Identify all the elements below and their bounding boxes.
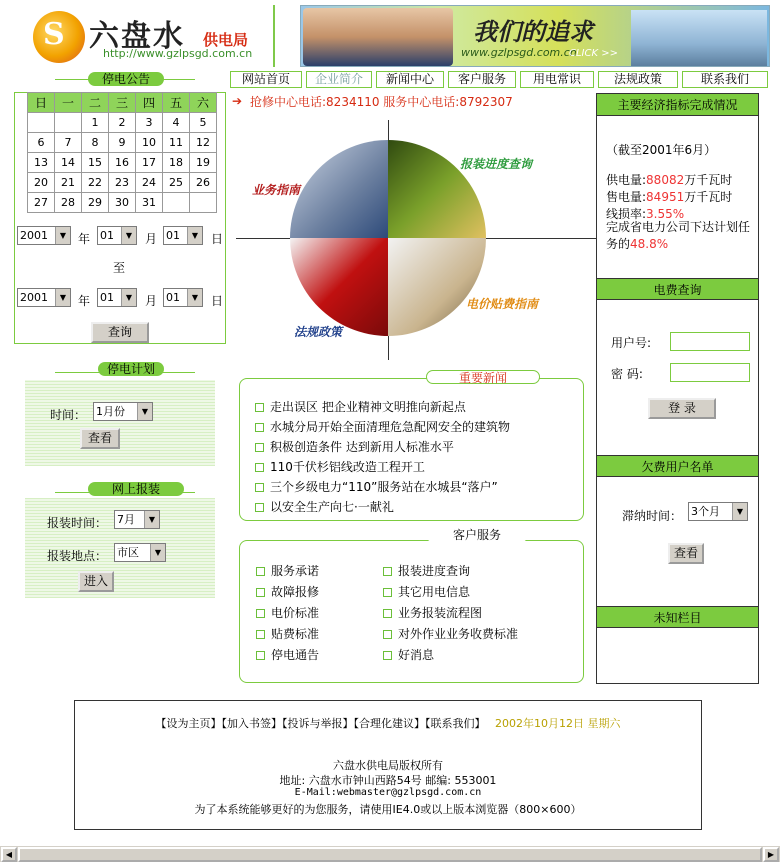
calendar-day[interactable]: 18 — [163, 153, 190, 173]
fee-title: 电费查询 — [597, 278, 758, 300]
calendar-day[interactable]: 7 — [55, 133, 82, 153]
day-label: 日 — [211, 294, 224, 308]
user-id-label: 用户号: — [611, 336, 652, 350]
footer-link-suggestion[interactable]: 【合理化建议】 — [353, 717, 425, 730]
calendar-day[interactable]: 8 — [82, 133, 109, 153]
service-item-label[interactable]: 停电通告 — [271, 648, 320, 662]
service-item[interactable] — [383, 646, 434, 663]
service-item[interactable] — [383, 562, 470, 579]
complete-value: 48.8% — [630, 237, 669, 251]
chevron-down-icon: ▼ — [150, 544, 165, 561]
calendar-day[interactable]: 4 — [163, 113, 190, 133]
to-year-value: 2001 — [20, 291, 48, 304]
service-item-label[interactable]: 报装进度查询 — [398, 564, 471, 578]
service-bullet-icon — [383, 567, 392, 576]
news-item-label[interactable]: 水城分局开始全面清理危急配网安全的建筑物 — [270, 420, 511, 434]
to-day-value: 01 — [166, 291, 180, 304]
from-day-select[interactable] — [163, 226, 203, 245]
indicator-supply — [606, 171, 732, 188]
supply-label: 供电量: — [606, 173, 647, 187]
news-title: 重要新闻 — [426, 370, 540, 384]
calendar-day[interactable]: 6 — [28, 133, 55, 153]
sales-unit: 万千瓦时 — [684, 190, 733, 204]
chevron-down-icon: ▼ — [187, 227, 202, 244]
news-bullet-icon — [255, 483, 264, 492]
calendar-day[interactable]: 10 — [136, 133, 163, 153]
to-day-select[interactable] — [163, 288, 203, 307]
banner-title: 我们的追求 — [473, 18, 593, 46]
arrears-view-button[interactable]: 查看 — [668, 543, 704, 564]
nav-policy[interactable]: 法规政策 — [598, 71, 678, 88]
footer-link-bookmark[interactable]: 【加入书签】 — [221, 717, 282, 730]
calendar-day[interactable]: 30 — [109, 193, 136, 213]
calendar-day[interactable]: 14 — [55, 153, 82, 173]
service-bullet-icon — [256, 609, 265, 618]
news-bullet-icon — [255, 403, 264, 412]
from-year-select[interactable] — [17, 226, 71, 245]
service-bullet-icon — [383, 588, 392, 597]
hotline-text: 抢修中心电话:8234110 服务中心电话:8792307 — [250, 95, 513, 109]
footer-email[interactable]: E-Mail:webmaster@gzlpsgd.com.cn — [294, 787, 482, 798]
scrollbar-thumb[interactable] — [18, 847, 762, 862]
news-bullet-icon — [255, 443, 264, 452]
service-circle — [290, 140, 486, 336]
calendar-day[interactable]: 13 — [28, 153, 55, 173]
notice-title: 停电公告 — [88, 72, 164, 86]
chevron-down-icon: ▼ — [732, 503, 747, 520]
footer-link-complaint[interactable]: 【投诉与举报】 — [282, 717, 354, 730]
calendar-day[interactable]: 28 — [55, 193, 82, 213]
logo-emblem-icon: S — [33, 11, 85, 63]
weekday-mon: 一 — [55, 93, 82, 113]
service-bullet-icon — [383, 651, 392, 660]
chevron-down-icon: ▼ — [55, 227, 70, 244]
site-footer — [74, 700, 702, 830]
service-title: 客户服务 — [426, 528, 528, 542]
calendar-day[interactable]: 22 — [82, 173, 109, 193]
footer-date: 2002年10月12日 星期六 — [495, 717, 621, 730]
loss-label: 线损率: — [606, 207, 647, 221]
policy-image[interactable] — [290, 238, 388, 336]
weekday-fri: 五 — [163, 93, 190, 113]
news-item-label[interactable]: 走出误区 把企业精神文明推向新起点 — [270, 400, 466, 414]
price-guide-image[interactable] — [388, 238, 486, 336]
service-bullet-icon — [383, 630, 392, 639]
calendar-day[interactable]: 24 — [136, 173, 163, 193]
supply-value: 88082 — [646, 173, 685, 187]
calendar-day[interactable] — [190, 193, 217, 213]
news-item[interactable] — [255, 398, 466, 415]
nav-news[interactable]: 新闻中心 — [376, 71, 444, 88]
logo-name: 六盘水 — [89, 19, 185, 54]
indicator-sales — [606, 188, 732, 205]
calendar-day[interactable]: 3 — [136, 113, 163, 133]
arrears-title: 欠费用户名单 — [597, 455, 758, 477]
apply-month-select[interactable] — [114, 510, 160, 529]
footer-address: 地址: 六盘水市钟山西路54号 邮编: 553001 — [279, 774, 497, 787]
complete-text: 完成省电力公司下达计划任务的 — [606, 220, 751, 251]
footer-copyright: 六盘水供电局版权所有 — [333, 759, 443, 772]
hotline-arrow-icon: ➔ — [232, 94, 243, 108]
news-item-label[interactable]: 三个乡级电力“110”服务站在水城县“落户” — [270, 480, 498, 494]
service-item[interactable] — [256, 625, 319, 642]
service-bullet-icon — [256, 588, 265, 597]
service-item[interactable] — [256, 583, 319, 600]
news-bullet-icon — [255, 463, 264, 472]
service-item-label[interactable]: 业务报装流程图 — [398, 606, 483, 620]
apply-month-value: 7月 — [117, 513, 135, 526]
unknown-title: 未知栏目 — [597, 606, 758, 628]
service-item-label[interactable]: 电价标准 — [271, 606, 320, 620]
supply-unit: 万千瓦时 — [684, 173, 733, 187]
weekday-tue: 二 — [82, 93, 109, 113]
apply-place-label: 报装地点： — [47, 549, 108, 563]
arrears-time-value: 3个月 — [691, 505, 720, 518]
chevron-down-icon: ▼ — [187, 289, 202, 306]
service-item-label[interactable]: 贴费标准 — [271, 627, 320, 641]
day-label: 日 — [211, 232, 224, 246]
chevron-down-icon: ▼ — [121, 227, 136, 244]
news-item[interactable] — [255, 418, 510, 435]
weekday-sun: 日 — [28, 93, 55, 113]
calendar-day[interactable]: 1 — [82, 113, 109, 133]
calendar-day[interactable]: 12 — [190, 133, 217, 153]
year-label: 年 — [78, 294, 91, 308]
calendar-day[interactable]: 25 — [163, 173, 190, 193]
apply-enter-button[interactable]: 进入 — [78, 571, 114, 592]
service-item[interactable] — [256, 562, 319, 579]
service-item[interactable] — [383, 583, 470, 600]
news-item-label[interactable]: 110千伏杉铝线改造工程开工 — [270, 460, 425, 474]
banner-people-image — [303, 8, 453, 66]
password-label: 密 码: — [611, 367, 643, 381]
nav-service[interactable]: 客户服务 — [448, 71, 516, 88]
logo-subtitle: 供电局 — [203, 31, 249, 49]
indicators-date: （截至2001年6月） — [606, 143, 717, 157]
loss-value: 3.55% — [646, 207, 685, 221]
news-item[interactable] — [255, 458, 425, 475]
weekday-thu: 四 — [136, 93, 163, 113]
calendar-day[interactable]: 20 — [28, 173, 55, 193]
circle-label-progress[interactable]: 报装进度查询 — [460, 157, 533, 171]
banner-building-image — [631, 10, 767, 66]
news-item-label[interactable]: 以安全生产向七·一献礼 — [270, 500, 394, 514]
calendar-day[interactable] — [163, 193, 190, 213]
calendar-day[interactable] — [55, 113, 82, 133]
apply-time-label: 报装时间： — [47, 516, 108, 530]
calendar-day[interactable]: 21 — [55, 173, 82, 193]
weekday-wed: 三 — [109, 93, 136, 113]
month-label: 月 — [145, 232, 158, 246]
nav-knowledge[interactable]: 用电常识 — [520, 71, 594, 88]
from-month-value: 01 — [100, 229, 114, 242]
banner-click: CLICK >> — [569, 48, 618, 59]
service-bullet-icon — [256, 567, 265, 576]
from-year-value: 2001 — [20, 229, 48, 242]
logo-url: http://www.gzlpsgd.com.cn — [103, 47, 253, 60]
calendar-day[interactable]: 5 — [190, 113, 217, 133]
footer-browser-note: 为了本系统能够更好的为您服务，请使用IE4.0或以上版本浏览器（800×600） — [194, 803, 582, 816]
calendar-day[interactable]: 16 — [109, 153, 136, 173]
circle-label-policy[interactable]: 法规政策 — [294, 325, 343, 339]
calendar-day[interactable]: 11 — [163, 133, 190, 153]
arrears-time-label: 滞纳时间： — [622, 509, 683, 523]
service-item[interactable] — [383, 604, 482, 621]
news-bullet-icon — [255, 503, 264, 512]
calendar-day[interactable]: 29 — [82, 193, 109, 213]
horizontal-scrollbar[interactable] — [0, 845, 780, 862]
weekday-sat: 六 — [190, 93, 217, 113]
to-label: 至 — [113, 261, 126, 275]
apply-title: 网上报装 — [88, 482, 184, 496]
notice-query-button[interactable]: 查询 — [91, 322, 149, 343]
calendar-day[interactable]: 15 — [82, 153, 109, 173]
calendar-day[interactable]: 19 — [190, 153, 217, 173]
service-item[interactable] — [256, 646, 319, 663]
service-bullet-icon — [256, 651, 265, 660]
calendar-day[interactable]: 2 — [109, 113, 136, 133]
calendar-day[interactable]: 27 — [28, 193, 55, 213]
from-month-select[interactable] — [97, 226, 137, 245]
circle-label-price[interactable]: 电价贴费指南 — [466, 297, 539, 311]
month-label: 月 — [145, 294, 158, 308]
service-item-label[interactable]: 其它用电信息 — [398, 585, 471, 599]
header-banner[interactable] — [300, 5, 770, 67]
business-guide-image[interactable] — [290, 140, 388, 238]
apply-place-value: 市区 — [117, 546, 139, 559]
scroll-left-icon[interactable]: ◀ — [1, 847, 17, 862]
service-bullet-icon — [383, 609, 392, 618]
to-year-select[interactable] — [17, 288, 71, 307]
circle-label-business[interactable]: 业务指南 — [252, 183, 301, 197]
plan-month-select[interactable] — [93, 402, 153, 421]
calendar-day[interactable]: 26 — [190, 173, 217, 193]
user-id-input[interactable] — [670, 332, 750, 351]
banner-url: www.gzlpsgd.com.cn — [461, 46, 577, 59]
plan-title: 停电计划 — [98, 362, 164, 376]
news-bullet-icon — [255, 423, 264, 432]
plan-panel — [25, 380, 215, 466]
chevron-down-icon: ▼ — [137, 403, 152, 420]
service-item-label[interactable]: 好消息 — [398, 648, 435, 662]
footer-links — [75, 715, 701, 731]
site-logo[interactable] — [25, 5, 275, 67]
news-item[interactable] — [255, 478, 498, 495]
calendar-day[interactable] — [28, 113, 55, 133]
nav-contact[interactable]: 联系我们 — [682, 71, 768, 88]
service-bullet-icon — [256, 630, 265, 639]
scroll-right-icon[interactable]: ▶ — [763, 847, 779, 862]
calendar-day[interactable]: 9 — [109, 133, 136, 153]
service-item-label[interactable]: 故障报修 — [271, 585, 320, 599]
plan-time-label: 时间： — [50, 408, 87, 422]
sales-label: 售电量: — [606, 190, 647, 204]
login-button[interactable]: 登 录 — [648, 398, 716, 419]
plan-month-value: 1月份 — [96, 405, 125, 418]
service-item-label[interactable]: 对外作业业务收费标准 — [398, 627, 519, 641]
plan-view-button[interactable]: 查看 — [80, 428, 120, 449]
service-item-label[interactable]: 服务承诺 — [271, 564, 320, 578]
password-input[interactable] — [670, 363, 750, 382]
calendar-day[interactable]: 17 — [136, 153, 163, 173]
to-month-value: 01 — [100, 291, 114, 304]
apply-place-select[interactable] — [114, 543, 166, 562]
indicator-complete — [606, 219, 756, 253]
indicators-title: 主要经济指标完成情况 — [597, 94, 758, 116]
sales-value: 84951 — [646, 190, 685, 204]
news-item-label[interactable]: 积极创造条件 达到新用人标准水平 — [270, 440, 454, 454]
footer-link-homepage[interactable]: 【设为主页】 — [155, 717, 222, 730]
calendar-day[interactable]: 31 — [136, 193, 163, 213]
news-item[interactable] — [255, 498, 394, 515]
service-item[interactable] — [383, 625, 518, 642]
nav-home[interactable]: 网站首页 — [230, 71, 302, 88]
arrears-time-select[interactable] — [688, 502, 748, 521]
from-day-value: 01 — [166, 229, 180, 242]
footer-link-contact[interactable]: 【联系我们】 — [425, 717, 486, 730]
chevron-down-icon: ▼ — [55, 289, 70, 306]
year-label: 年 — [78, 232, 91, 246]
nav-about[interactable]: 企业简介 — [306, 71, 372, 88]
chevron-down-icon: ▼ — [121, 289, 136, 306]
news-item[interactable] — [255, 438, 454, 455]
chevron-down-icon: ▼ — [144, 511, 159, 528]
calendar — [27, 92, 217, 213]
service-item[interactable] — [256, 604, 319, 621]
to-month-select[interactable] — [97, 288, 137, 307]
calendar-day[interactable]: 23 — [109, 173, 136, 193]
